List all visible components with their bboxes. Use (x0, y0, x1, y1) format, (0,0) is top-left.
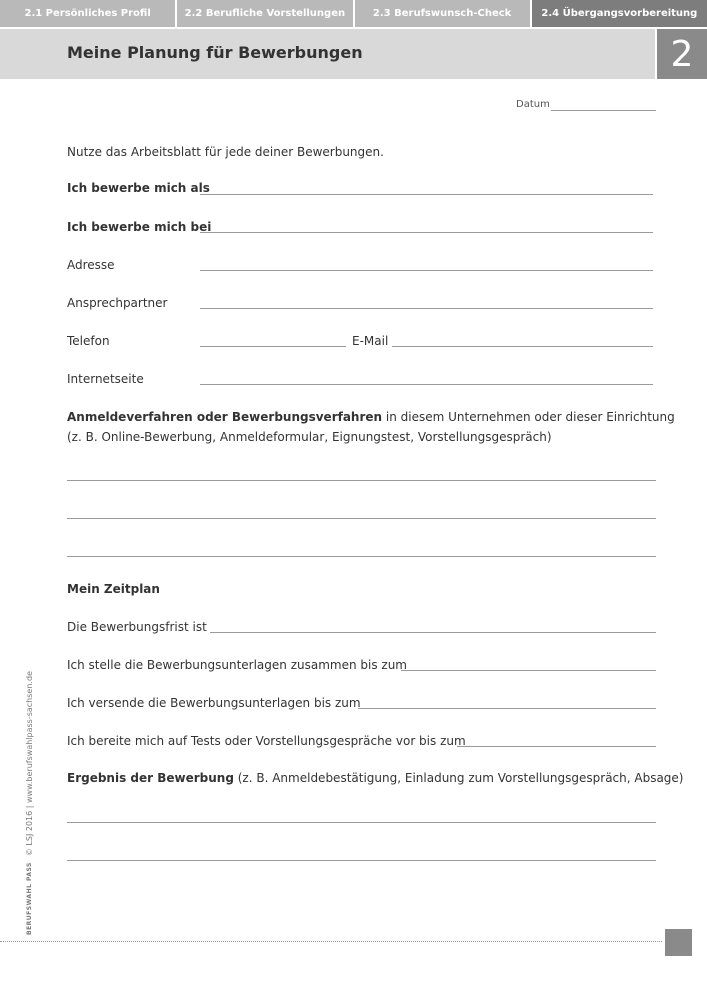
frist-field[interactable] (210, 632, 656, 633)
title-bar (0, 29, 655, 79)
verfahren-bold: Anmeldeverfahren oder Bewerbungsverfahren (67, 410, 383, 424)
tab-uebergangsvorbereitung[interactable]: 2.4 Übergangsvorbereitung (532, 0, 707, 27)
tab-berufliche-vorstellungen[interactable]: 2.2 Berufliche Vorstellungen (177, 0, 352, 27)
telefon-label: Telefon (67, 334, 110, 348)
internetseite-field[interactable] (200, 384, 653, 385)
tests-field[interactable] (457, 746, 656, 747)
ergebnis-bold: Ergebnis der Bewerbung (67, 771, 234, 785)
footer-divider (0, 941, 662, 942)
email-label: E-Mail (352, 334, 389, 348)
ergebnis-rest: (z. B. Anmeldebestätigung, Einladung zum Vorstellungsgespräch, Absage) (233, 771, 684, 785)
intro-text: Nutze das Arbeitsblatt für jede deiner Bewerbungen. (67, 145, 384, 159)
ergebnis-line-2[interactable] (67, 860, 656, 861)
verfahren-line-3[interactable] (67, 556, 656, 557)
zusammen-label: Ich stelle die Bewerbungsunterlagen zusammen bis zum (67, 658, 407, 672)
page-title: Meine Planung für Bewerbungen (67, 43, 363, 62)
chapter-number: 2 (657, 29, 707, 79)
datum-label: Datum (516, 99, 550, 110)
ansprechpartner-field[interactable] (200, 308, 653, 309)
zeitplan-heading: Mein Zeitplan (67, 582, 160, 596)
adresse-field[interactable] (200, 270, 653, 271)
brand-logo-text: BERUFSWAHL PASS (26, 862, 33, 935)
verfahren-hint: (z. B. Online-Bewerbung, Anmeldeformular, Eignungstest, Vorstellungsgespräch) (67, 430, 552, 444)
zusammen-field[interactable] (401, 670, 656, 671)
versende-field[interactable] (358, 708, 656, 709)
versende-label: Ich versende die Bewerbungsunterlagen bis zum (67, 696, 361, 710)
credit-text: © LSJ 2016 | www.berufswahlpass-sachsen.de (25, 671, 34, 857)
bewerbe-als-label: Ich bewerbe mich als (67, 181, 210, 195)
verfahren-rest: in diesem Unternehmen oder dieser Einrichtung (382, 410, 675, 424)
verfahren-line-2[interactable] (67, 518, 656, 519)
tests-label: Ich bereite mich auf Tests oder Vorstellungsgespräche vor bis zum (67, 734, 466, 748)
frist-label: Die Bewerbungsfrist ist (67, 620, 207, 634)
internetseite-label: Internetseite (67, 372, 144, 386)
bewerbe-als-field[interactable] (200, 194, 653, 195)
side-credit (25, 671, 34, 935)
ansprechpartner-label: Ansprechpartner (67, 296, 168, 310)
ergebnis-question (67, 771, 684, 785)
telefon-field[interactable] (200, 346, 346, 347)
section-tabs (0, 0, 707, 27)
bewerbe-bei-field[interactable] (200, 232, 653, 233)
datum-field[interactable] (551, 110, 656, 111)
adresse-label: Adresse (67, 258, 115, 272)
bewerbe-bei-label: Ich bewerbe mich bei (67, 220, 212, 234)
verfahren-line-1[interactable] (67, 480, 656, 481)
ergebnis-line-1[interactable] (67, 822, 656, 823)
tab-persoenliches-profil[interactable]: 2.1 Persönliches Profil (0, 0, 175, 27)
tab-berufswunsch-check[interactable]: 2.3 Berufswunsch-Check (355, 0, 530, 27)
page-marker (665, 929, 692, 956)
verfahren-question (67, 410, 675, 424)
email-field[interactable] (392, 346, 653, 347)
